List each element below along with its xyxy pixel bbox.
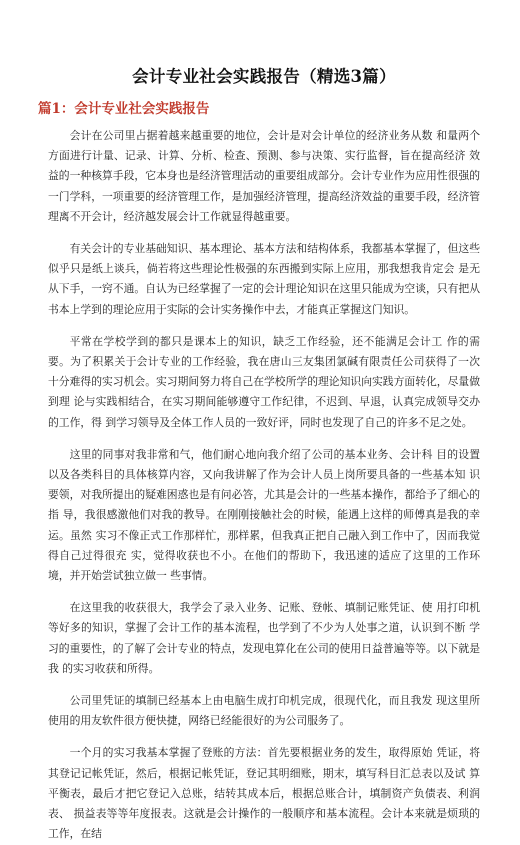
paragraph-6: 公司里凭证的填制已经基本上由电脑生成打印机完成，很现代化，而且我发 现这里所使用的用友软件很方便快捷，网络已经能很好的为公司服务了。 xyxy=(48,694,480,728)
paragraph-2: 有关会计的专业基础知识、基本理论、基本方法和结构体系，我都基本掌握了，但这些似乎只是纸上谈兵，倘若将这些理论性极强的东西搬到实际上应用，那我想我肯定会 是无从下手，一窍不通。自认为已经掌握了一定的会计理论知识在这里只能成为空谈，只有把从 书本上学到的理论应用于实际的会计实务操作中去，才能真正掌握这门知识。 xyxy=(48,242,480,316)
paragraph-1: 会计在公司里占据着越来越重要的地位，会计是对会计单位的经济业务从数 和量两个方面进行计量、记录、计算、分析、检查、预测、参与决策、实行监督，旨在提高经济 效益的一种核算手段，它本身也是经济管理活动的重要组成部分。会计专业作为应用性很强的一门学科，一项重要的经济管理工作，是加强经济管理，提高经济效益的重要手段，经济管理离不开会计，经济越发展会计工作就显得越重要。 xyxy=(48,129,480,223)
paragraph-5: 在这里我的收获很大，我学会了录入业务、记账、登帐、填制记账凭证、使 用打印机等好多的知识，掌握了会计工作的基本流程，也学到了不少为人处事之道，认识到不断 学习的重要性，的了解了会计专业的特点，发现电算化在公司的使用日益普遍等等。以下就是我 的实习收获和所得。 xyxy=(48,601,480,675)
section-title: 篇1：会计专业社会实践报告 xyxy=(38,101,210,117)
paragraph-7: 一个月的实习我基本掌握了登账的方法：首先要根据业务的发生，取得原始 凭证，将其登记记帐凭证，然后，根据记帐凭证，登记其明细账，期末，填写科目汇总表以及试 算平衡表，最后才把它登记入总账，结转其成本后，根据总账合计，填制资产负债表、利润表、 损益表等等年度报表。这就是会计操作的一般顺序和基本流程。会计本来就是烦琐的工作，在结 xyxy=(48,746,480,841)
paragraph-4: 这里的同事对我非常和气，他们耐心地向我介绍了公司的基本业务、会计科 目的设置以及各类科目的具体核算内容，又向我讲解了作为会计人员上岗所要具备的一些基本知 识要领，对我所提出的疑难困惑也是有问必答，尤其是会计的一些基本操作，都给予了细心的指 导，我很感激他们对我的教导。在刚刚接触社会的时候，能遇上这样的师傅真是我的幸运。虽然 实习不像正式工作那样忙，那样累，但我真正把自己融入到工作中了，因而我觉得自己过得很充 实，觉得收获也不小。在他们的帮助下，我迅速的适应了这里的工作环境，并开始尝试独立做一 些事情。 xyxy=(48,447,480,583)
document-title: 会计专业社会实践报告（精选3篇） xyxy=(132,67,396,86)
paragraph-3: 平常在学校学到的都只是课本上的知识，缺乏工作经验，还不能满足会计工 作的需要。为了积累关于会计专业的工作经验，我在唐山三友集团氯碱有限责任公司获得了一次 十分难得的实习机会。实习期间努力将自己在学校所学的理论知识向实践方面转化，尽量做到理 论与实践相结合，在实习期间能够遵守工作纪律，不迟到、早退，认真完成领导交办的工作，得 到学习领导及全体工作人员的一致好评，同时也发现了自己的许多不足之处。 xyxy=(48,334,480,429)
